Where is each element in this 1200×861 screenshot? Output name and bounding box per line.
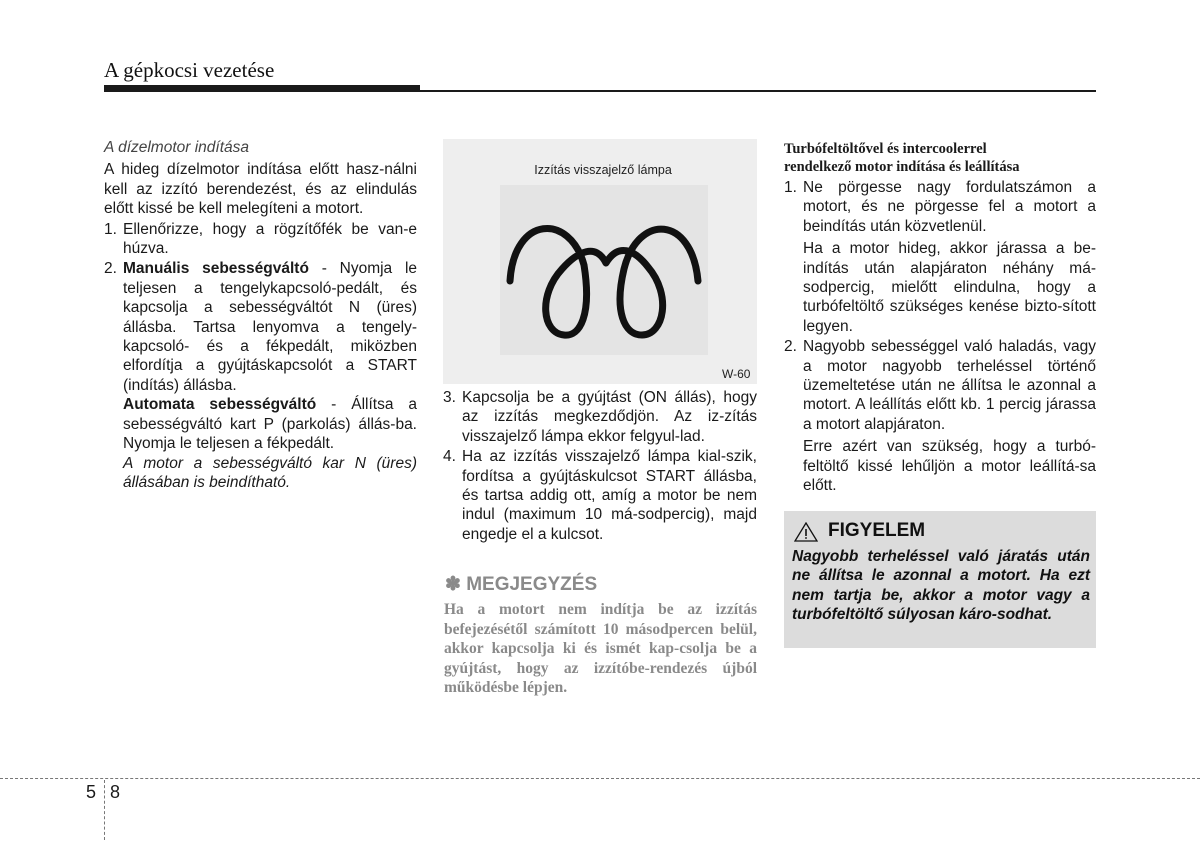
section-heading-line1: Turbófeltöltővel és intercoolerrel: [784, 141, 987, 157]
footer-divider: [104, 780, 105, 840]
right-column: [784, 140, 1096, 496]
manual-transmission-text: - Nyomja le teljesen a tengelykapcsoló-pedált, és kapcsolja a sebességváltót N (üres) állásba. Tartsa lenyomva a tengely-kapcsoló- és a fékpedált, miközben elfordítja a gyújtáskapcsolót a START (indítás) állásba.: [123, 260, 418, 394]
list-continuation: Erre azért van szükség, hogy a turbó-feltöltő kissé lehűljön a motor leállítá-sa előtt.: [803, 438, 1096, 495]
manual-transmission-label: Manuális sebességváltó: [123, 260, 309, 278]
list-item: [443, 388, 757, 446]
section-subtitle: A dízelmotor indítása: [104, 139, 250, 156]
list-number: 2.: [784, 338, 797, 356]
section-heading-line2: rendelkező motor indítása és leállítása: [784, 159, 1020, 175]
list-item: [784, 178, 1096, 236]
warning-title: FIGYELEM: [828, 520, 926, 541]
list-text: Nagyobb sebességgel való haladás, vagy a motor nagyobb terheléssel történő üzemeltetése után ne állítsa le azonnal a motort. A leállítás előtt kb. 1 percig járassa a motort alapjáraton.: [803, 338, 1096, 433]
neutral-start-note: A motor a sebességváltó kar N (üres) állásában is beindítható.: [123, 454, 417, 491]
automatic-transmission-label: Automata sebességváltó: [123, 396, 317, 414]
list-number: 2.: [104, 260, 117, 278]
glow-plug-coil-icon: [500, 185, 708, 355]
list-item: [784, 337, 1096, 434]
list-item: [104, 220, 417, 259]
warning-triangle-icon: [794, 522, 818, 547]
warning-text: Nagyobb terheléssel való járatás után ne állítsa le azonnal a motort. Ha ezt nem tartja be, akkor a motor vagy a turbófeltöltő súlyosan káro-sodhat.: [792, 548, 1090, 624]
list-text: [123, 259, 417, 395]
list-text: Ne pörgesse nagy fordulatszámon a motort, és ne pörgesse fel a motort a beindítás után közvetlenül.: [803, 179, 1096, 235]
list-number: 4.: [443, 448, 456, 466]
list-number: 1.: [104, 220, 117, 238]
list-number: 1.: [784, 179, 797, 196]
section-heading: [784, 140, 1096, 176]
page-number: 8: [110, 782, 121, 802]
header-rule-thin: [420, 90, 1096, 92]
list-text: Kapcsolja be a gyújtást (ON állás), hogy az izzítás megkezdődjön. Az iz-zítás visszajelző lámpa ekkor felgyul-lad.: [462, 389, 757, 445]
figure-icon-panel: [500, 185, 708, 355]
note-heading: ✽ MEGJEGYZÉS: [445, 574, 598, 595]
header-rule-thick: [104, 85, 420, 92]
left-column: [104, 138, 417, 492]
page-header-title: A gépkocsi vezetése: [104, 58, 275, 82]
list-item: [104, 259, 417, 395]
automatic-paragraph: [104, 395, 417, 453]
list-number: 3.: [443, 389, 456, 406]
intro-paragraph: A hideg dízelmotor indítása előtt hasz-nálni kell az izzító berendezést, és az elindulás előtt kissé be kell melegíteni a motort.: [104, 161, 417, 218]
list-item: [443, 447, 757, 544]
middle-column: [443, 387, 757, 544]
list-continuation: Ha a motor hideg, akkor járassa a be-indítás után alapjáraton néhány má-sodpercig, mielőtt elindulna, hogy a turbófeltöltő szükséges kenése bizto-sított legyen.: [803, 240, 1096, 335]
automatic-transmission-text: - Állítsa a sebességváltó kart P (parkolás) állás-ba. Nyomja le teljesen a fékpedált.: [123, 396, 417, 453]
list-text: Ellenőrizze, hogy a rögzítőfék be van-e húzva.: [123, 220, 417, 258]
page-section-number: 5: [86, 782, 97, 802]
figure-code: W-60: [722, 367, 751, 381]
list-text: Ha az izzítás visszajelző lámpa kial-szik, fordítsa a gyújtáskulcsot START állásba, és tartsa addig ott, amíg a motor be nem indul (maximum 10 má-sodpercig), majd engedje el a kulcsot.: [462, 448, 757, 543]
figure-caption: Izzítás visszajelző lámpa: [534, 163, 672, 177]
footer-rule: [0, 778, 1200, 779]
note-text: Ha a motort nem indítja be az izzítás befejezésétől számított 10 másodpercen belül, akkor kapcsolja ki és ismét kap-csolja be a gyújtást, hogy az izzítóbe-rendezés újból működésbe lépjen.: [444, 601, 757, 696]
